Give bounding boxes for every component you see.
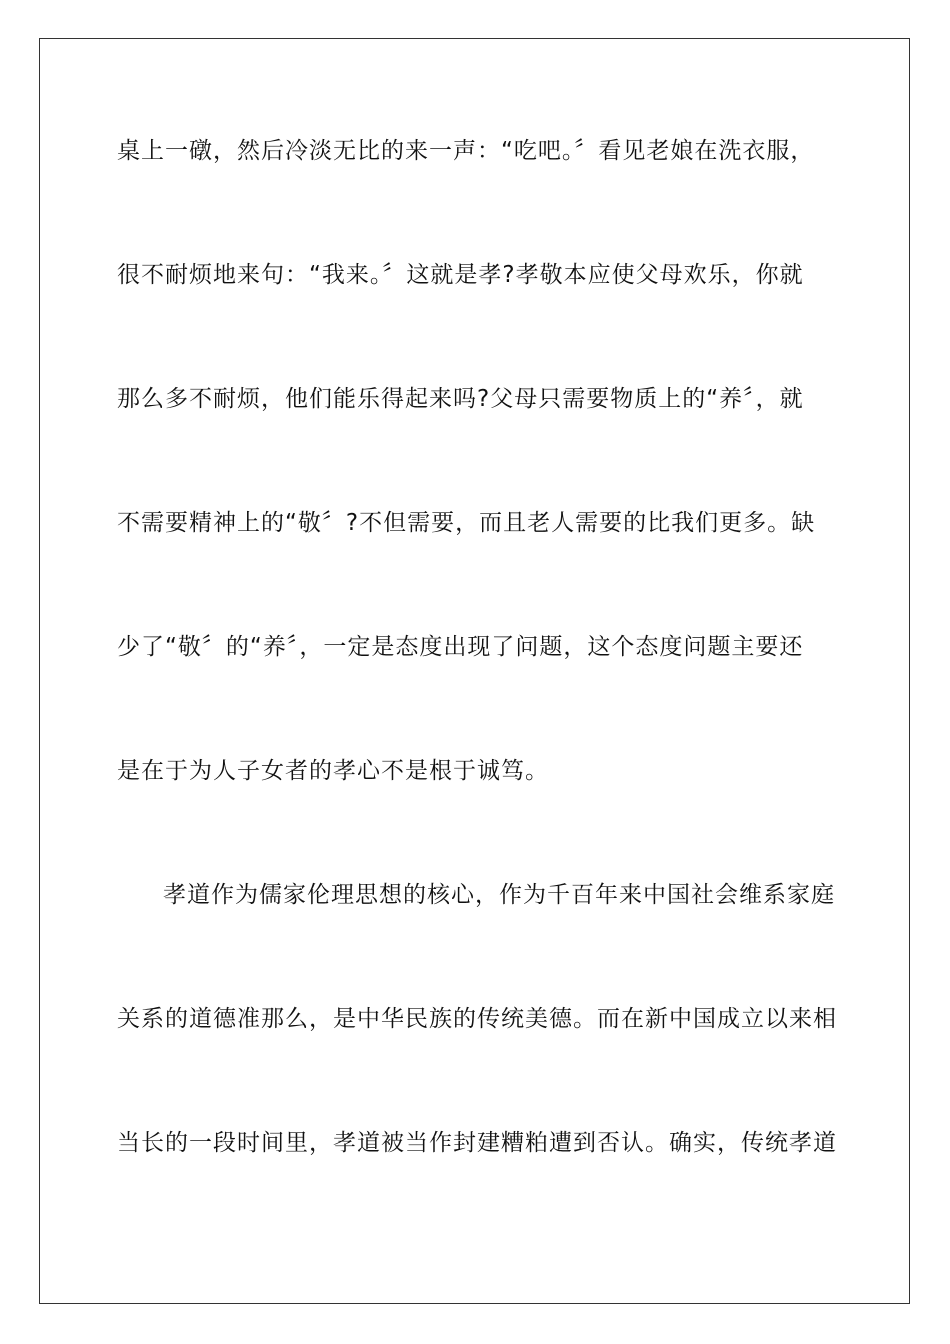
paragraph-line-2: 很不耐烦地来句：“我来。〞这就是孝?孝敬本应使父母欢乐，你就 [117,262,804,288]
paragraph-line-4: 不需要精神上的“敬〞?不但需要，而且老人需要的比我们更多。缺 [117,510,816,536]
paragraph-line-9: 当长的一段时间里，孝道被当作封建糟粕遭到否认。确实，传统孝道 [117,1130,837,1156]
paragraph-line-5: 少了“敬〞的“养〞，一定是态度出现了问题，这个态度问题主要还 [117,634,804,660]
paragraph-line-7: 孝道作为儒家伦理思想的核心，作为千百年来中国社会维系家庭 [163,882,835,908]
paragraph-line-8: 关系的道德准那么，是中华民族的传统美德。而在新中国成立以来相 [117,1006,837,1032]
page-border [39,38,910,1304]
paragraph-line-6: 是在于为人子女者的孝心不是根于诚笃。 [117,758,549,784]
paragraph-line-1: 桌上一礅，然后冷淡无比的来一声：“吃吧。〞看见老娘在洗衣服， [117,138,815,164]
paragraph-line-3: 那么多不耐烦，他们能乐得起来吗?父母只需要物质上的“养〞，就 [117,386,804,412]
